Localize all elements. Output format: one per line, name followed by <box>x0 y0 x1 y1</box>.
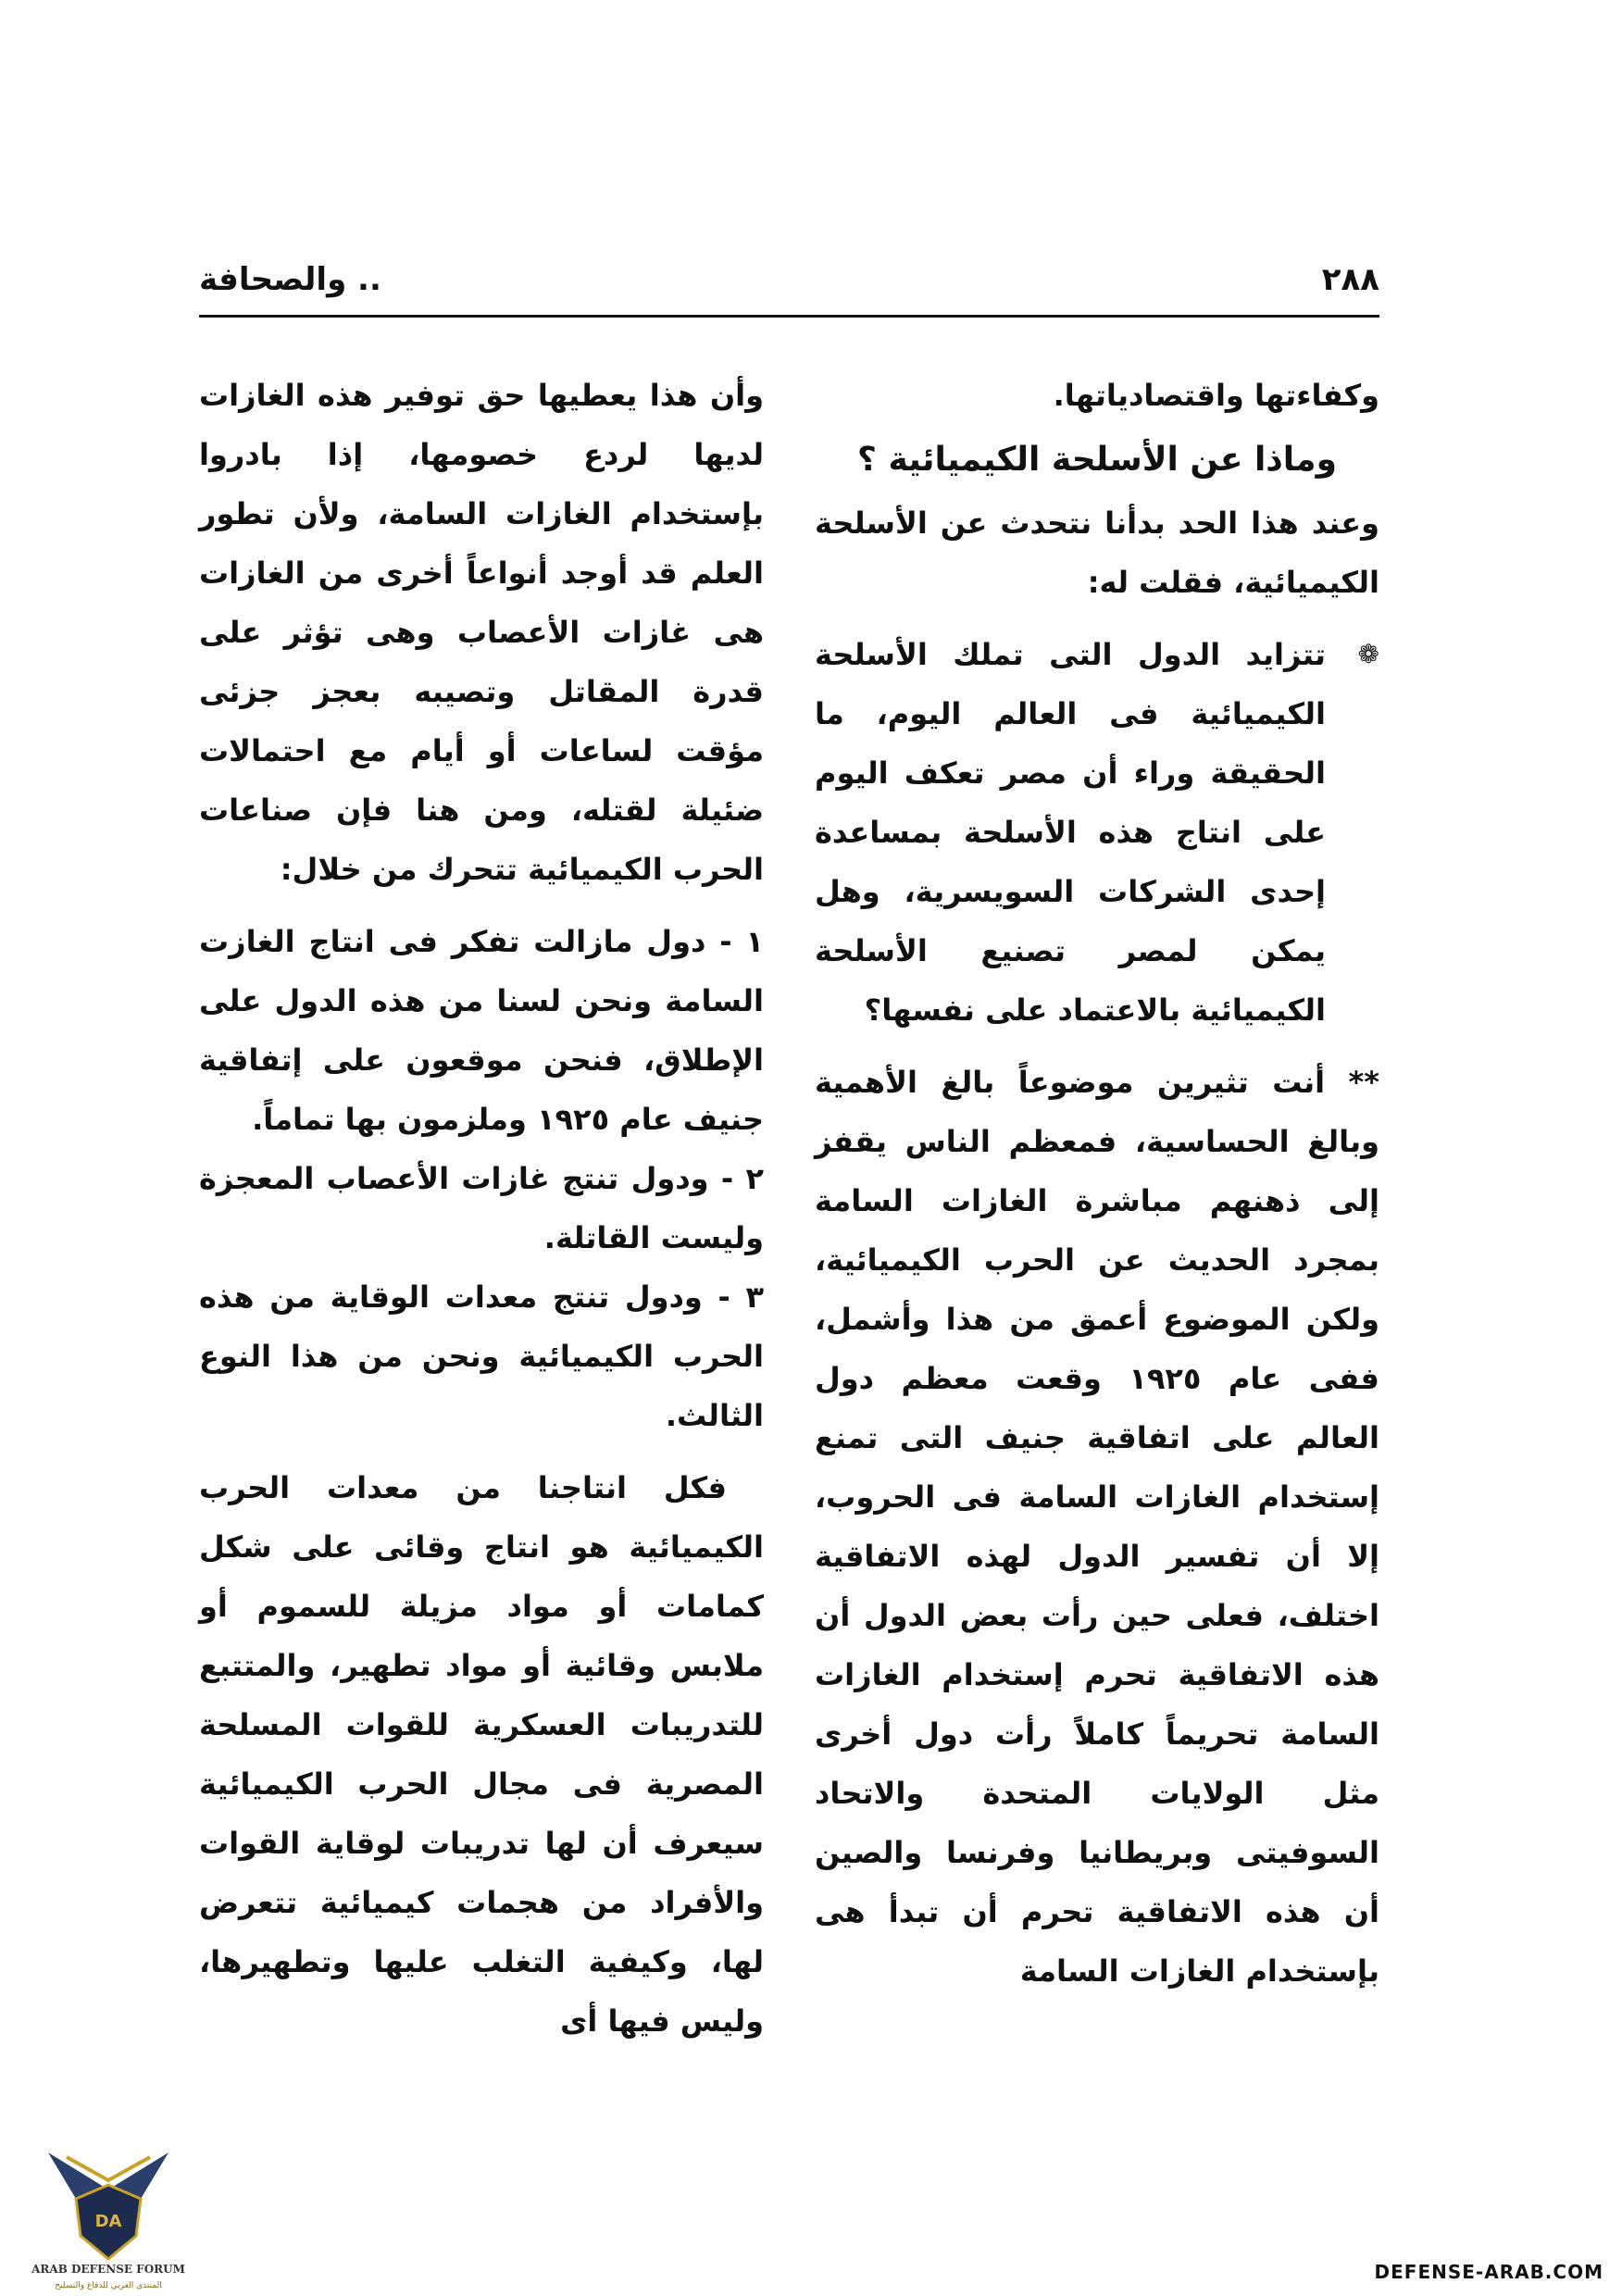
paragraph: وأن هذا يعطيها حق توفير هذه الغازات لديها لردع خصومها، إذا بادروا بإستخدام الغازات السامة، ولأن تطور العلم قد أوجد أنواعاً أخرى من الغازات هى غازات الأعصاب وهى تؤثر على قدرة المقاتل وتصيبه بعجز جزئى مؤقت لساعات أو أيام مع احتمالات ضئيلة لقتله، ومن هنا فإن صناعات الحرب الكيميائية تتحرك من خلال: <box>199 378 764 887</box>
arab-defense-forum-logo <box>30 2134 187 2291</box>
svg-text:ARAB DEFENSE FORUM: ARAB DEFENSE FORUM <box>31 2263 185 2276</box>
page-header <box>199 261 1379 307</box>
left-column <box>199 366 764 2051</box>
running-title: .. والصحافة <box>199 261 381 298</box>
logo-emblem-icon <box>30 2134 187 2291</box>
question-text: تتزايد الدول التى تملك الأسلحة الكيميائية فى العالم اليوم، ما الحقيقة وراء أن مصر تعكف اليوم على انتاج هذه الأسلحة بمساعدة إحدى الشركات السويسرية، وهل يمكن لمصر تصنيع الأسلحة الكيميائية بالاعتماد على نفسها؟ <box>815 637 1326 1028</box>
list-item: ٣ - ودول تنتج معدات الوقاية من هذه الحرب الكيميائية ونحن من هذا النوع الثالث. <box>199 1279 764 1433</box>
paragraph: وعند هذا الحد بدأنا نتحدث عن الأسلحة الكيميائية، فقلت له: <box>815 505 1379 600</box>
site-watermark: DEFENSE-ARAB.COM <box>1374 2261 1603 2283</box>
svg-text:DA: DA <box>94 2212 122 2231</box>
paragraph: فكل انتاجنا من معدات الحرب الكيميائية هو انتاج وقائى على شكل كمامات أو مواد مزيلة للسموم أو ملابس وقائية أو مواد تطهير، والمتتبع للتدريبات العسكرية للقوات المسلحة المصرية فى مجال الحرب الكيميائية سيعرف أن لها تدريبات لوقاية القوات والأفراد من هجمات كيميائية تتعرض لها، وكيفية التغلب عليها وتطهيرها، وليس فيها أى <box>199 1470 764 2039</box>
flower-bullet-icon: ❁ <box>1357 639 1379 669</box>
answer-paragraph: ** أنت تثيرين موضوعاً بالغ الأهمية وبالغ الحساسية، فمعظم الناس يقفز إلى ذهنهم مباشرة الغازات السامة بمجرد الحديث عن الحرب الكيميائية، ولكن الموضوع أعمق من هذا وأشمل، ففى عام ١٩٢٥ وقعت معظم دول العالم على اتفاقية جنيف التى تمنع إستخدام الغازات السامة فى الحروب، إلا أن تفسير الدول لهذه الاتفاقية اختلف، فعلى حين رأت بعض الدول أن هذه الاتفاقية تحرم إستخدام الغازات السامة تحريماً كاملاً رأت دول أخرى مثل الولايات المتحدة والاتحاد السوفيتى وبريطانيا وفرنسا والصين أن هذه الاتفاقية تحرم أن تبدأ هى بإستخدام الغازات السامة <box>815 1065 1379 1989</box>
question-paragraph <box>815 625 1379 1040</box>
right-column <box>815 366 1379 2001</box>
svg-text:المنتدى العربي للدفاع والتسليح: المنتدى العربي للدفاع والتسليح <box>55 2281 162 2290</box>
paragraph: وكفاءتها واقتصادياتها. <box>1053 378 1379 413</box>
page-number: ٢٨٨ <box>1321 261 1379 298</box>
list-item: ٢ - ودول تنتج غازات الأعصاب المعجزة وليست القاتلة. <box>199 1161 764 1255</box>
section-heading: وماذا عن الأسلحة الكيميائية ؟ <box>857 441 1337 479</box>
list-item: ١ - دول مازالت تفكر فى انتاج الغازت السامة ونحن لسنا من هذه الدول على الإطلاق، فنحن موقعون على إتفاقية جنيف عام ١٩٢٥ وملزمون بها تماماً. <box>199 924 764 1137</box>
header-divider <box>199 315 1379 318</box>
